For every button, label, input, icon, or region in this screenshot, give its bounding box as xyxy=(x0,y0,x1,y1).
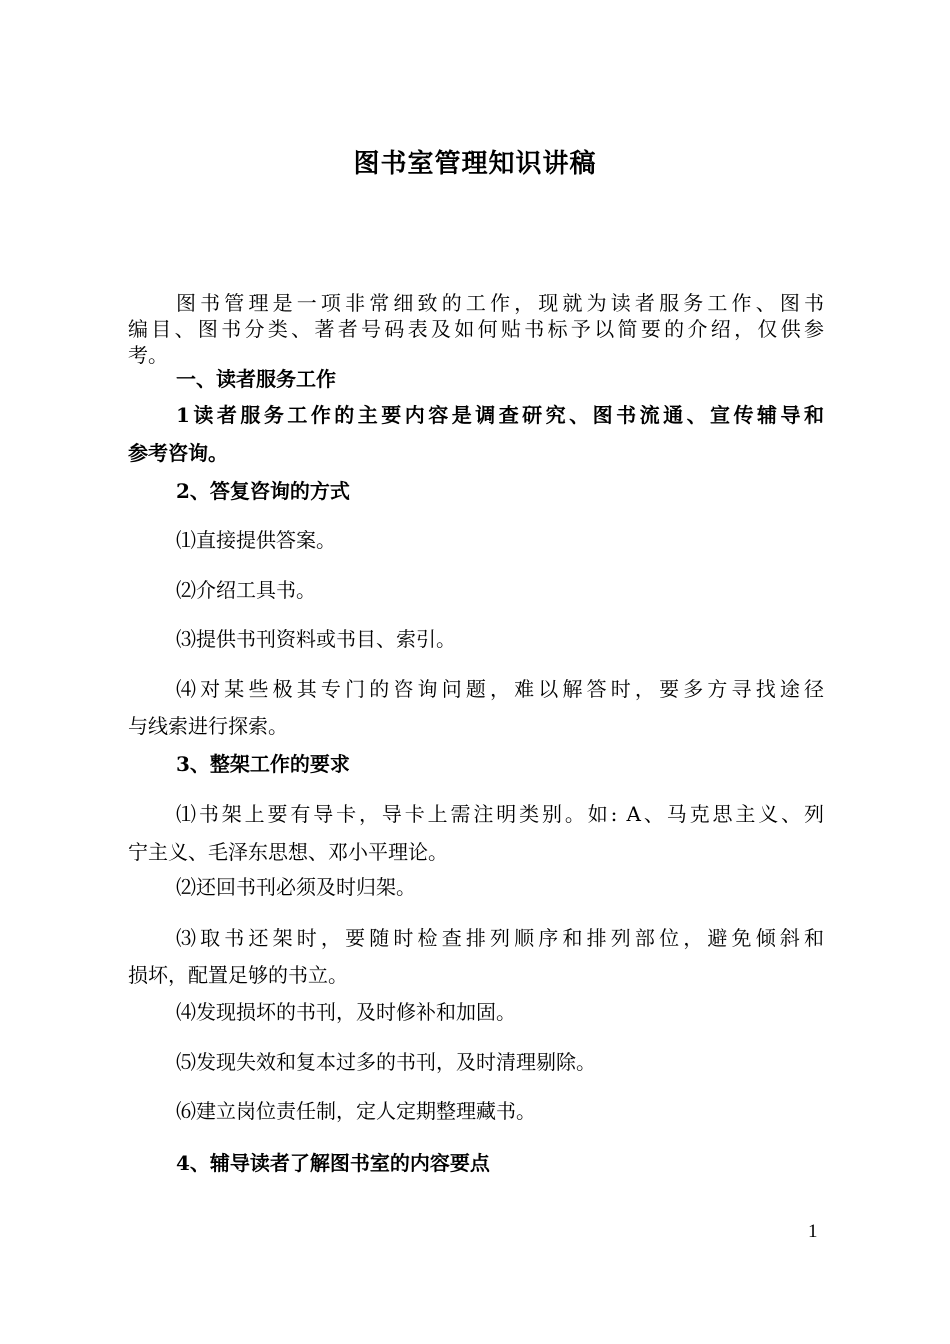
item1-line-2: 参考咨询。 xyxy=(128,441,228,465)
item3-heading: 3、整架工作的要求 xyxy=(176,752,350,776)
intro-line-3: 考。 xyxy=(128,343,168,367)
item2-point-3: ⑶提供书刊资料或书目、索引。 xyxy=(176,627,456,651)
intro-line-2: 编目、图书分类、著者号码表及如何贴书标予以简要的介绍，仅供参 xyxy=(128,317,824,341)
document-title: 图书室管理知识讲稿 xyxy=(353,149,597,179)
item3-point-1-line-1: ⑴书架上要有导卡，导卡上需注明类别。如: A、马克思主义、列 xyxy=(176,802,824,826)
item3-point-5: ⑸发现失效和复本过多的书刊，及时清理剔除。 xyxy=(176,1050,596,1074)
page-number: 1 xyxy=(808,1221,818,1242)
item1-line-1: 1读者服务工作的主要内容是调查研究、图书流通、宣传辅导和 xyxy=(176,403,824,427)
item3-point-2: ⑵还回书刊必须及时归架。 xyxy=(176,875,416,899)
section-heading-reader-service: 一、读者服务工作 xyxy=(176,367,336,391)
item3-point-4: ⑷发现损坏的书刊，及时修补和加固。 xyxy=(176,1000,516,1024)
item2-point-1: ⑴直接提供答案。 xyxy=(176,528,336,552)
item2-point-2: ⑵介绍工具书。 xyxy=(176,578,316,602)
item2-point-4-line-1: ⑷对某些极其专门的咨询问题，难以解答时，要多方寻找途径 xyxy=(176,677,824,701)
item2-point-4-line-2: 与线索进行探索。 xyxy=(128,714,288,738)
intro-line-1: 图书管理是一项非常细致的工作，现就为读者服务工作、图书 xyxy=(176,291,824,315)
item4-heading: 4、辅导读者了解图书室的内容要点 xyxy=(176,1151,490,1175)
item3-point-1-line-2: 宁主义、毛泽东思想、邓小平理论。 xyxy=(128,840,448,864)
item2-heading: 2、答复咨询的方式 xyxy=(176,479,350,503)
item3-point-3-line-2: 损坏，配置足够的书立。 xyxy=(128,963,348,987)
item3-point-6: ⑹建立岗位责任制，定人定期整理藏书。 xyxy=(176,1099,536,1123)
item3-point-3-line-1: ⑶取书还架时，要随时检查排列顺序和排列部位，避免倾斜和 xyxy=(176,926,824,950)
